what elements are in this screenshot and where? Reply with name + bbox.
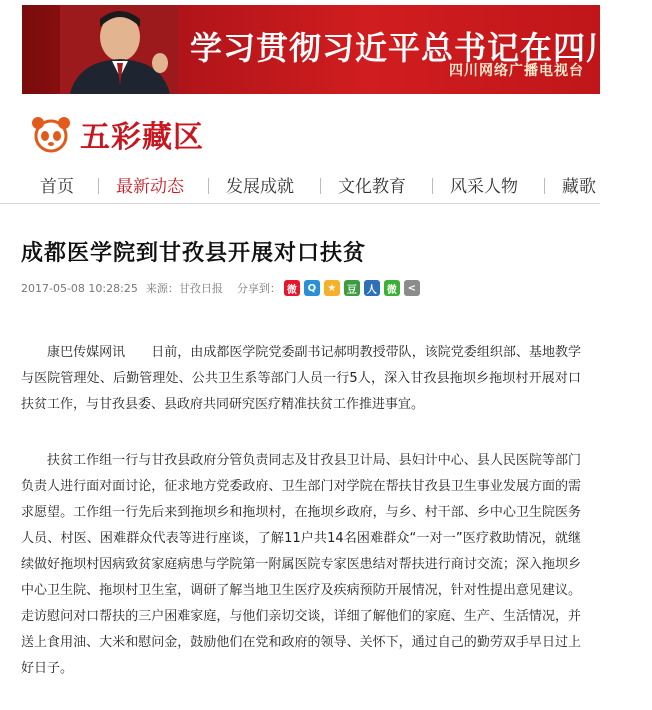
share-label: 分享到：	[236, 282, 281, 295]
panda-logo-icon	[28, 114, 74, 154]
article-paragraph: 康巴传媒网讯 日前，由成都医学院党委副书记郝明教授带队，该院党委组织部、基地教学与医院管理处、后勤管理处、公共卫生系等部门人员一行5人，深入甘孜县拖坝乡拖坝村开展对口扶贫工作，与甘孜县委、县政府共同研究医疗精准扶贫工作推进事宜。	[21, 345, 581, 412]
logo-text: 五彩藏区	[80, 120, 204, 155]
nav-item-latest[interactable]: 最新动态	[116, 177, 184, 197]
qzone-icon[interactable]: ★	[324, 280, 340, 296]
nav-item-achievements[interactable]: 发展成就	[226, 177, 294, 197]
share-more-icon[interactable]: <	[404, 280, 420, 296]
share-icons	[284, 280, 424, 296]
nav-divider	[432, 178, 433, 194]
nav-item-home[interactable]: 首页	[40, 177, 74, 197]
nav-divider	[544, 178, 545, 194]
nav-divider	[98, 178, 99, 194]
nav-item-tibetan-songs[interactable]: 藏歌	[562, 177, 596, 197]
tencent-weibo-icon[interactable]: Q	[304, 280, 320, 296]
wechat-icon[interactable]: 微	[384, 280, 400, 296]
nav-divider	[320, 178, 321, 194]
article-meta	[21, 280, 424, 296]
nav-divider	[208, 178, 209, 194]
weibo-icon[interactable]: 微	[284, 280, 300, 296]
main-nav	[0, 166, 600, 204]
banner-subtitle: 四川网络广播电视台	[449, 63, 584, 79]
renren-icon[interactable]: 人	[364, 280, 380, 296]
article-title: 成都医学院到甘孜县开展对口扶贫	[21, 241, 367, 266]
top-banner[interactable]	[22, 5, 652, 94]
nav-item-culture-education[interactable]: 文化教育	[338, 177, 406, 197]
article-source: 来源：甘孜日报	[145, 282, 223, 295]
site-logo[interactable]	[28, 112, 204, 156]
banner-portrait-image	[60, 5, 178, 94]
article-paragraph: 扶贫工作组一行与甘孜县政府分管负责同志及甘孜县卫计局、县妇计中心、县人民医院等部门负责人进行面对面讨论，征求地方党委政府、卫生部门对学院在帮扶甘孜县卫生事业发展方面的需求愿望。工作组一行先后来到拖坝乡和拖坝村，在拖坝乡政府，与乡、村干部、乡中心卫生院医务人员、村医、困难群众代表等进行座谈，了解11户共14名困难群众“一对一”医疗救助情况，就继续做好拖坝村因病致贫家庭病患与学院第一附属医院专家医患结对帮扶进行商讨交流；深入拖坝乡中心卫生院、拖坝村卫生室，调研了解当地卫生医疗及疾病预防开展情况，针对性提出意见建议。走访慰问对口帮扶的三户困难家庭，与他们亲切交谈，详细了解他们的家庭、生产、生活情况，并送上食用油、大米和慰问金，鼓励他们在党和政府的领导、关怀下，通过自己的勤劳双手早日过上好日子。	[21, 453, 581, 676]
douban-icon[interactable]: 豆	[344, 280, 360, 296]
nav-item-people[interactable]: 风采人物	[450, 177, 518, 197]
banner-title: 学习贯彻习近平总书记在四川代	[190, 29, 652, 67]
article-datetime: 2017-05-08 10:28:25	[21, 281, 138, 295]
